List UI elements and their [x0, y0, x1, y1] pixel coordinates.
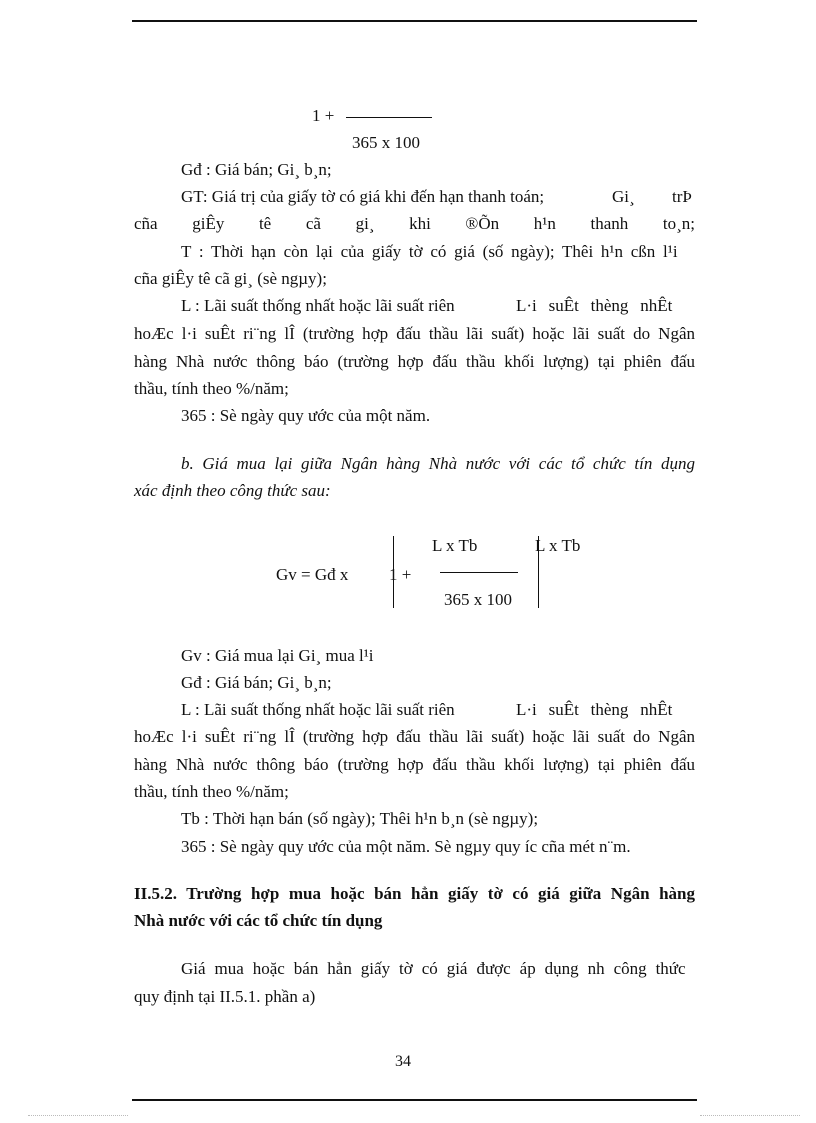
def-365: 365 : Sè ngày quy ước của một năm. [181, 406, 431, 425]
formula1-lead: 1 + [312, 106, 335, 125]
formula2-right: L x Tb [535, 536, 581, 555]
footer-rule [132, 1099, 697, 1101]
page-number: 34 [395, 1053, 411, 1070]
def-gd: Gđ : Giá bán; Gi¸ b¸n; [181, 160, 332, 179]
def2-l-line4: thầu, tính theo %/năm; [134, 782, 289, 801]
def2-l-line2: hoÆc l·i suÊt ri¨ng lÎ (trường hợp đấu thầu lãi suất) hoặc lãi suất do Ngân [134, 727, 695, 746]
def-l-line2: hoÆc l·i suÊt ri¨ng lÎ (trường hợp đấu thầu lãi suất) hoặc lãi suất do Ngân [134, 324, 695, 343]
def2-gv: Gv : Giá mua lại Gi¸ mua l¹i [181, 646, 374, 665]
def2-tb: Tb : Thời hạn bán (số ngày); Thêi h¹n b¸n (sè ngµy); [181, 809, 539, 828]
def-l-a: L : Lãi suất thống nhất hoặc lãi suất riên [181, 296, 455, 315]
footer-dotted-guide [700, 1115, 800, 1116]
def-t-line1: T : Thời hạn còn lại của giấy tờ có giá (số ngày); Thêi h¹n cßn l¹i [181, 242, 678, 261]
def2-l-a: L : Lãi suất thống nhất hoặc lãi suất riên [181, 700, 455, 719]
header-rule [132, 20, 697, 22]
formula2-fraction-bar [440, 572, 518, 573]
section-para-line1: Giá mua hoặc bán hẳn giấy tờ có giá được áp dụng nh công thức [181, 959, 686, 978]
formula2-numerator: L x Tb [432, 536, 478, 555]
def2-gd: Gđ : Giá bán; Gi¸ b¸n; [181, 673, 332, 692]
formula2-one-plus: 1 + [389, 565, 412, 584]
def-gt-line2: cña giÊy tê cã gi¸ khi ®Õn h¹n thanh to¸n; [134, 214, 695, 233]
def2-l-b: L·i suÊt thèng nhÊt [516, 700, 673, 719]
def-t-line2: cña giÊy tê cã gi¸ (sè ngµy); [134, 269, 327, 288]
footer-dotted-guide [28, 1115, 128, 1116]
def-l-b: L·i suÊt thèng nhÊt [516, 296, 673, 315]
def-gt-b: Gi¸ [612, 187, 635, 206]
section-heading-line2: Nhà nước với các tổ chức tín dụng [134, 911, 383, 930]
section-heading-line1: II.5.2. Trường hợp mua hoặc bán hẳn giấy tờ có giá giữa Ngân hàng [134, 884, 695, 903]
section-b-line1: b. Giá mua lại giữa Ngân hàng Nhà nước với các tổ chức tín dụng [181, 454, 695, 473]
formula1-denominator: 365 x 100 [352, 133, 420, 152]
section-b-line2: xác định theo công thức sau: [134, 481, 331, 500]
def-gt-a: GT: Giá trị của giấy tờ có giá khi đến hạn thanh toán; [181, 187, 545, 206]
def2-365: 365 : Sè ngày quy ước của một năm. Sè ngµy quy íc cña mét n¨m. [181, 837, 631, 856]
formula2-gv: Gv = Gđ x [276, 565, 349, 584]
section-para-line2: quy định tại II.5.1. phần a) [134, 987, 316, 1006]
formula1-fraction-bar [346, 117, 432, 118]
formula2-denominator: 365 x 100 [444, 590, 512, 609]
def-l-line3: hàng Nhà nước thông báo (trường hợp đấu thầu khối lượng) tại phiên đấu [134, 352, 695, 371]
def-l-line4: thầu, tính theo %/năm; [134, 379, 289, 398]
def2-l-line3: hàng Nhà nước thông báo (trường hợp đấu thầu khối lượng) tại phiên đấu [134, 755, 695, 774]
def-gt-c: trÞ [672, 187, 692, 206]
